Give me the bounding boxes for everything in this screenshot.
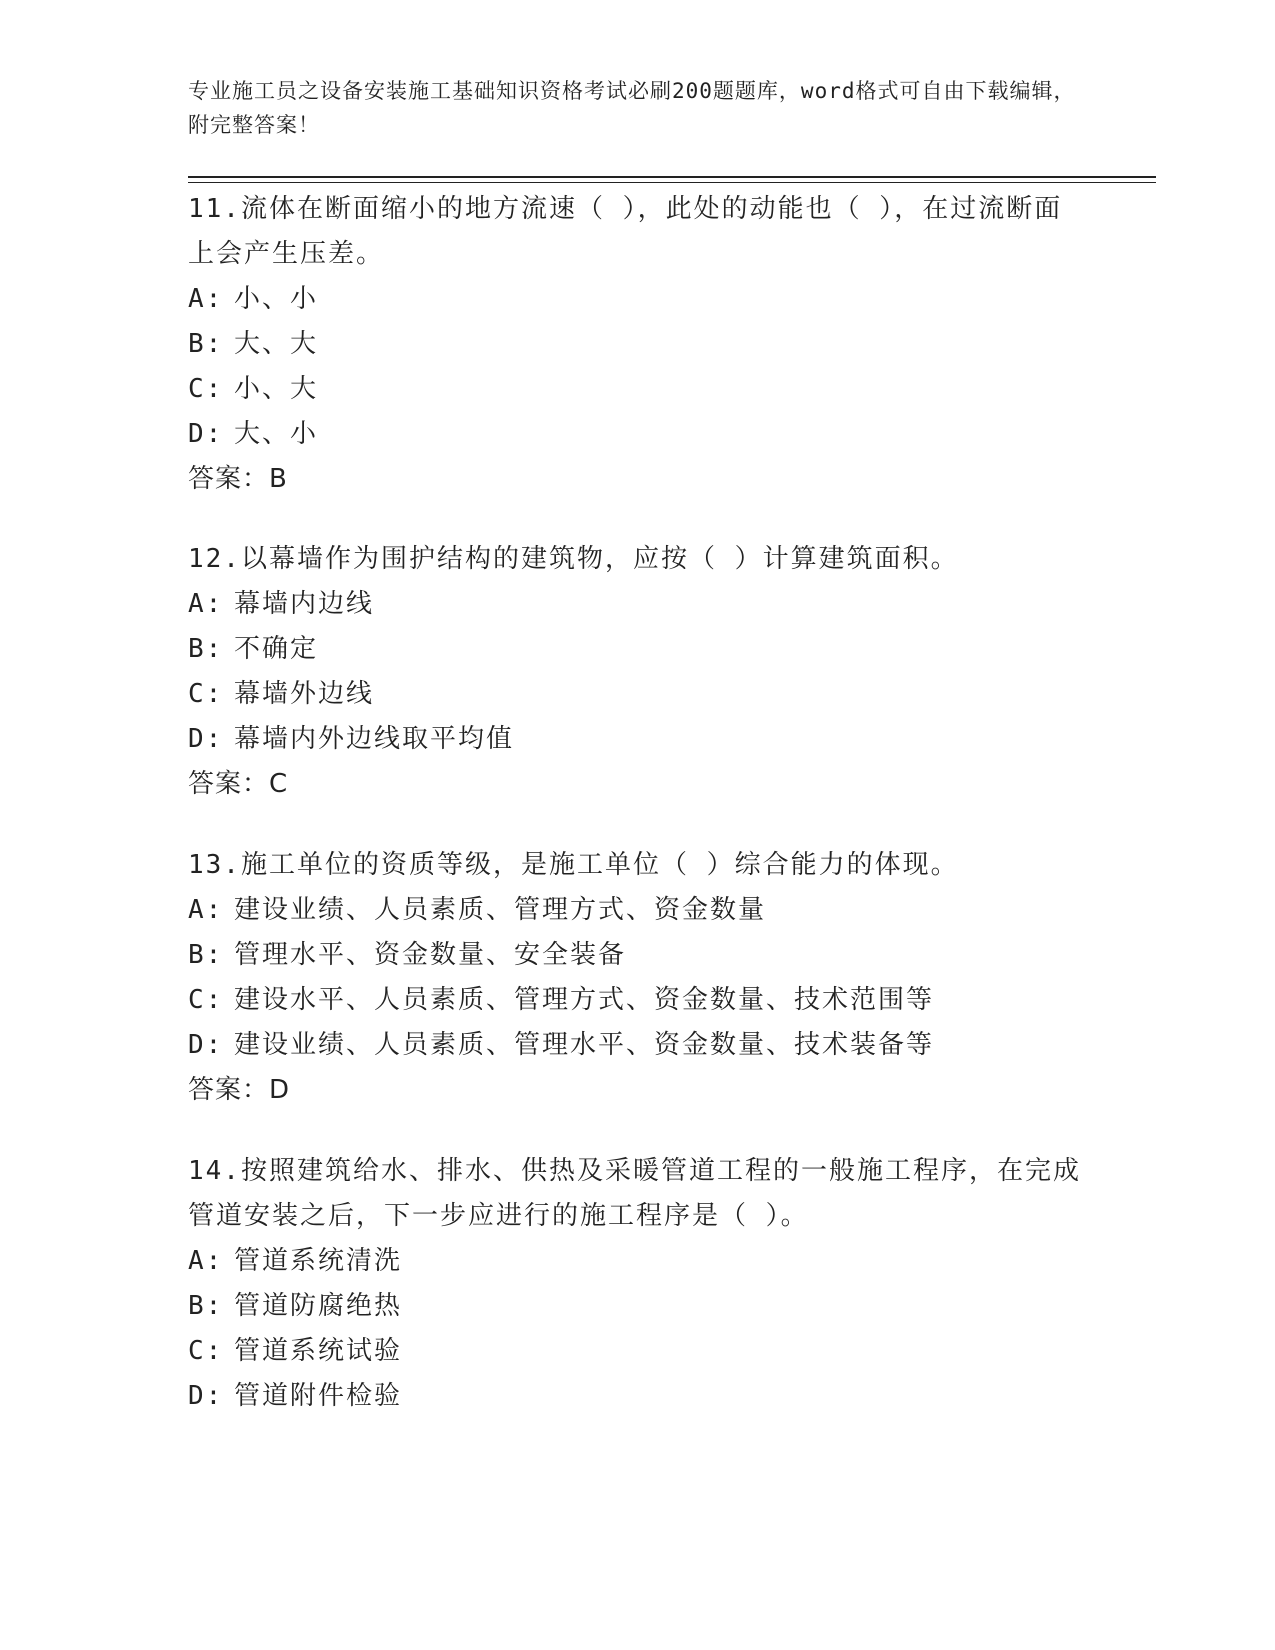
option-a xyxy=(188,277,1088,322)
option-letter: A: xyxy=(188,895,224,925)
option-text: 建设业绩、人员素质、管理方式、资金数量 xyxy=(234,895,767,925)
option-text: 大、大 xyxy=(234,329,319,359)
question-12 xyxy=(188,537,1088,807)
option-b xyxy=(188,1284,1088,1329)
option-letter: D: xyxy=(188,419,224,449)
option-c xyxy=(188,672,1088,717)
option-c xyxy=(188,978,1088,1023)
question-text: 13.施工单位的资质等级，是施工单位（ ）综合能力的体现。 xyxy=(188,850,959,880)
option-a xyxy=(188,1239,1088,1284)
option-letter: C: xyxy=(188,1336,224,1366)
option-b xyxy=(188,627,1088,672)
option-a xyxy=(188,582,1088,627)
option-letter: B: xyxy=(188,940,224,970)
option-letter: B: xyxy=(188,329,224,359)
option-letter: D: xyxy=(188,724,224,754)
option-text: 不确定 xyxy=(234,634,319,664)
option-d xyxy=(188,1023,1088,1068)
question-13 xyxy=(188,843,1088,1113)
option-text: 大、小 xyxy=(234,419,319,449)
option-c xyxy=(188,367,1088,412)
option-text: 管道系统试验 xyxy=(234,1336,403,1366)
option-text: 管理水平、资金数量、安全装备 xyxy=(234,940,627,970)
question-text: 12.以幕墙作为围护结构的建筑物，应按（ ）计算建筑面积。 xyxy=(188,544,959,574)
question-text: 14.按照建筑给水、排水、供热及采暖管道工程的一般施工程序，在完成管道安装之后，下一步应进行的施工程序是（ ）。 xyxy=(188,1156,1081,1231)
option-b xyxy=(188,933,1088,978)
option-text: 幕墙内外边线取平均值 xyxy=(234,724,515,754)
answer-label: 答案：B xyxy=(188,464,288,494)
option-d xyxy=(188,1374,1088,1419)
option-text: 管道防腐绝热 xyxy=(234,1291,403,1321)
header-divider-thick xyxy=(188,176,1156,178)
option-letter: A: xyxy=(188,1246,224,1276)
header-divider-thin xyxy=(188,182,1156,183)
option-letter: D: xyxy=(188,1030,224,1060)
question-14 xyxy=(188,1149,1088,1419)
option-letter: C: xyxy=(188,679,224,709)
option-text: 管道附件检验 xyxy=(234,1381,403,1411)
option-letter: B: xyxy=(188,1291,224,1321)
option-letter: A: xyxy=(188,284,224,314)
option-a xyxy=(188,888,1088,933)
option-b xyxy=(188,322,1088,367)
option-letter: A: xyxy=(188,589,224,619)
option-text: 幕墙内边线 xyxy=(234,589,375,619)
question-11 xyxy=(188,187,1088,502)
option-d xyxy=(188,412,1088,457)
option-text: 管道系统清洗 xyxy=(234,1246,403,1276)
option-c xyxy=(188,1329,1088,1374)
document-header: 专业施工员之设备安装施工基础知识资格考试必刷200题题库，word格式可自由下载编辑，附完整答案！ xyxy=(188,79,1076,137)
option-letter: C: xyxy=(188,374,224,404)
option-text: 建设业绩、人员素质、管理水平、资金数量、技术装备等 xyxy=(234,1030,935,1060)
option-letter: B: xyxy=(188,634,224,664)
answer-label: 答案：D xyxy=(188,1075,291,1105)
option-text: 小、大 xyxy=(234,374,319,404)
option-d xyxy=(188,717,1088,762)
option-letter: C: xyxy=(188,985,224,1015)
option-text: 建设水平、人员素质、管理方式、资金数量、技术范围等 xyxy=(234,985,935,1015)
option-letter: D: xyxy=(188,1381,224,1411)
option-text: 幕墙外边线 xyxy=(234,679,375,709)
question-text: 11.流体在断面缩小的地方流速（ ），此处的动能也（ ），在过流断面上会产生压差。 xyxy=(188,194,1063,269)
option-text: 小、小 xyxy=(234,284,319,314)
answer-label: 答案：C xyxy=(188,769,289,799)
